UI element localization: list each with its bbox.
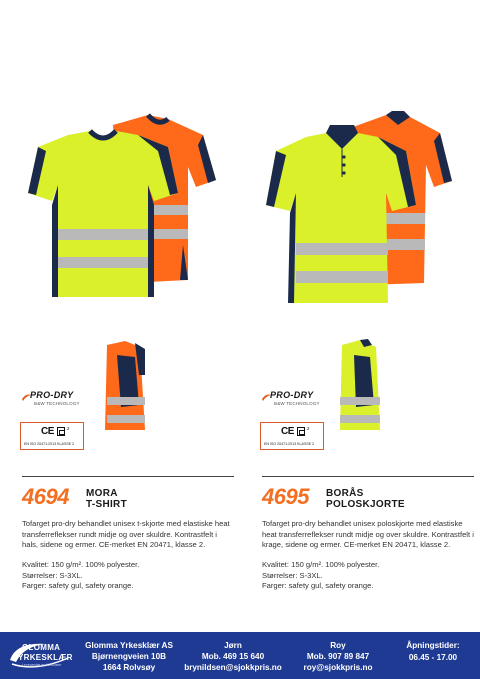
product-card-4695 [240,0,480,615]
polo-front-image [258,105,463,305]
tshirt-front-image [18,105,223,305]
spec-colors: Farger: safety gul, safety orange. [22,581,134,591]
product-specs [262,560,474,592]
ce-standard-text: EN ISO 20471:2013 KLASSE 2 [264,442,315,446]
contact-email[interactable]: roy@sjokkpris.no [303,663,373,672]
logo-tagline: Leverandør av Klesvarer [22,663,62,667]
ce-certification-box [260,422,324,450]
prodry-brand: PRO-DRY [30,390,74,400]
ce-mark: CE [281,426,294,437]
spec-quality: Kvalitet: 150 g/m². 100% polyester. [22,560,140,569]
tshirt-side-image [95,335,155,435]
info-book-icon [297,427,305,436]
ce-class-number: 2 [67,426,70,431]
info-book-icon [57,427,65,436]
ce-standard-text: EN ISO 20471:2013 KLASSE 2 [24,442,75,446]
contact-email[interactable]: brynildsen@sjokkpris.no [184,663,282,672]
product-name [86,488,127,510]
contact-footer [0,632,480,679]
company-postal: 1664 Rolvsøy [102,663,156,672]
prodry-subtitle: B&W TECHNOLOGY [274,401,320,406]
company-address: Bjørnengveien 10B [91,652,167,661]
logo-text-line2: YRKESKLÆR [18,653,73,662]
product-name-line2: POLOSKJORTE [326,499,405,510]
product-name-line1: BORÅS [326,488,364,499]
product-card-4694 [0,0,240,615]
product-number: 4694 [22,484,69,509]
contact-roy [288,640,388,673]
company-name: Glomma Yrkesklær AS [85,641,173,650]
company-info [74,640,184,673]
certification-badges [260,388,328,450]
product-name-line2: T-SHIRT [86,499,127,510]
polo-side-image [332,335,392,435]
contact-phone[interactable]: Mob. 469 15 640 [201,652,265,661]
product-description: Tofarget pro-dry behandlet unisex poloskjorte med elastiske heat transferreflekser rundt midje og over skuldre. Kontrastfelt i krage, sidene og ermer. CE-merket EN 20471, klasse 2. [262,519,474,550]
section-divider [22,476,234,477]
product-description: Tofarget pro-dry behandlet unisex t-skjorte med elastiske heat transferreflekser rundt midje og over skuldre. Kontrastfelt i hals, sidene og ermer. CE-merket EN 20471, klasse 2. [22,519,230,550]
certification-badges [20,388,88,450]
opening-hours [386,640,480,664]
contact-name: Jørn [224,641,242,650]
section-divider [262,476,474,477]
product-number: 4695 [262,484,309,509]
product-name-line1: MORA [86,488,118,499]
prodry-brand: PRO-DRY [270,390,314,400]
contact-jorn [178,640,288,673]
ce-certification-box [20,422,84,450]
contact-phone[interactable]: Mob. 907 89 847 [306,652,370,661]
hours-value: 06.45 - 17.00 [408,653,458,662]
spec-sizes: Størrelser: S-3XL. [22,570,83,580]
prodry-subtitle: B&W TECHNOLOGY [34,401,80,406]
spec-quality: Kvalitet: 150 g/m². 100% polyester. [262,560,380,569]
ce-class-number: 2 [307,426,310,431]
prodry-logo [20,388,88,414]
product-specs [22,560,234,592]
spec-sizes: Størrelser: S-3XL. [262,570,323,580]
hours-label: Åpningstider: [406,641,460,650]
contact-name: Roy [330,641,346,650]
ce-mark: CE [41,426,54,437]
logo-text-line1: GLOMMA [22,643,61,652]
spec-colors: Farger: safety gul, safety orange. [262,581,374,591]
company-logo [6,638,76,672]
prodry-logo [260,388,328,414]
product-name [326,488,405,510]
